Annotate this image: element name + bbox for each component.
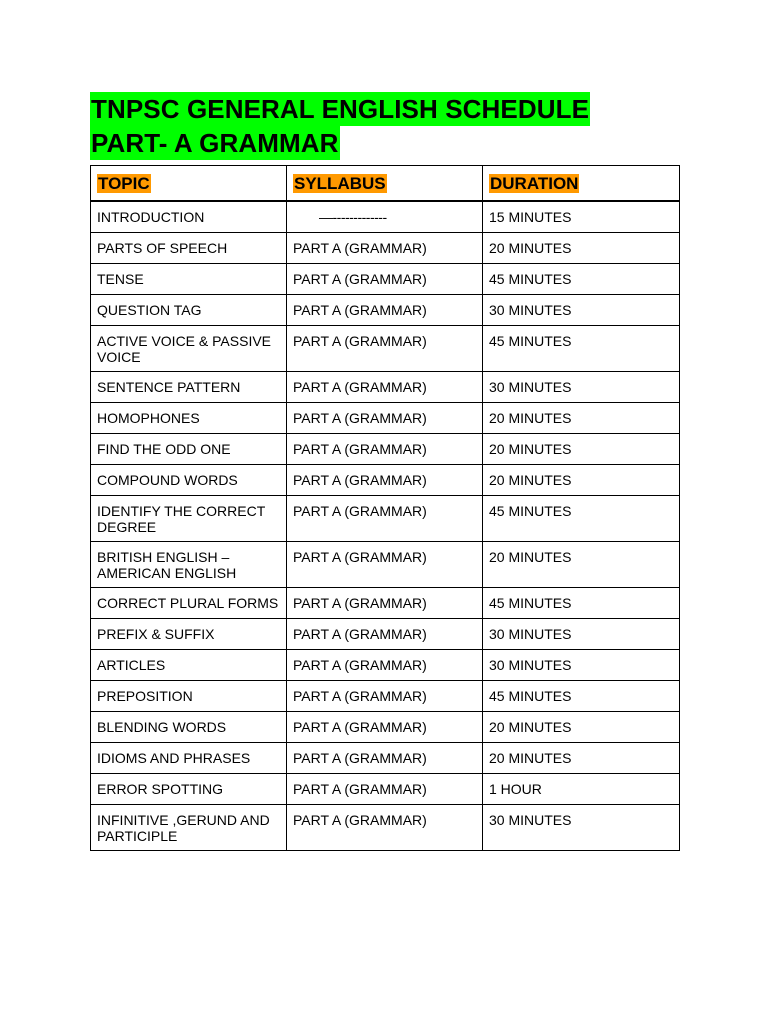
cell-topic: QUESTION TAG: [91, 295, 287, 326]
table-row: [91, 619, 680, 650]
cell-topic: BRITISH ENGLISH –AMERICAN ENGLISH: [91, 542, 287, 588]
table-row: [91, 805, 680, 851]
title-line-2: PART- A GRAMMAR: [91, 128, 339, 158]
cell-duration: 20 MINUTES: [483, 233, 680, 264]
table-header-row: [91, 166, 680, 202]
cell-syllabus: PART A (GRAMMAR): [287, 295, 483, 326]
cell-topic: PREFIX & SUFFIX: [91, 619, 287, 650]
cell-topic: IDIOMS AND PHRASES: [91, 743, 287, 774]
cell-duration: 45 MINUTES: [483, 326, 680, 372]
cell-duration: 30 MINUTES: [483, 805, 680, 851]
cell-syllabus: PART A (GRAMMAR): [287, 264, 483, 295]
header-syllabus-label: SYLLABUS: [294, 174, 386, 193]
table-row: [91, 496, 680, 542]
cell-syllabus: PART A (GRAMMAR): [287, 588, 483, 619]
cell-topic: PREPOSITION: [91, 681, 287, 712]
table-row: [91, 743, 680, 774]
cell-duration: 45 MINUTES: [483, 496, 680, 542]
cell-duration: 30 MINUTES: [483, 295, 680, 326]
header-syllabus: [287, 166, 483, 202]
cell-duration: 45 MINUTES: [483, 264, 680, 295]
cell-syllabus: PART A (GRAMMAR): [287, 681, 483, 712]
cell-syllabus: PART A (GRAMMAR): [287, 743, 483, 774]
cell-duration: 20 MINUTES: [483, 712, 680, 743]
table-row: [91, 434, 680, 465]
cell-topic: INTRODUCTION: [91, 201, 287, 233]
cell-topic: ACTIVE VOICE & PASSIVE VOICE: [91, 326, 287, 372]
cell-duration: 30 MINUTES: [483, 372, 680, 403]
table-row: [91, 588, 680, 619]
cell-syllabus: PART A (GRAMMAR): [287, 712, 483, 743]
table-row: [91, 465, 680, 496]
cell-topic: SENTENCE PATTERN: [91, 372, 287, 403]
schedule-table: [90, 165, 680, 851]
cell-duration: 1 HOUR: [483, 774, 680, 805]
cell-duration: 20 MINUTES: [483, 403, 680, 434]
cell-syllabus: PART A (GRAMMAR): [287, 326, 483, 372]
table-row: [91, 295, 680, 326]
cell-duration: 20 MINUTES: [483, 542, 680, 588]
cell-duration: 20 MINUTES: [483, 465, 680, 496]
cell-topic: IDENTIFY THE CORRECT DEGREE: [91, 496, 287, 542]
cell-syllabus: PART A (GRAMMAR): [287, 619, 483, 650]
table-row: [91, 372, 680, 403]
title-line-1: TNPSC GENERAL ENGLISH SCHEDULE: [91, 94, 590, 124]
cell-syllabus: PART A (GRAMMAR): [287, 372, 483, 403]
table-row: [91, 542, 680, 588]
table-row: [91, 403, 680, 434]
cell-topic: COMPOUND WORDS: [91, 465, 287, 496]
cell-topic: FIND THE ODD ONE: [91, 434, 287, 465]
cell-syllabus: PART A (GRAMMAR): [287, 403, 483, 434]
page-title: [90, 92, 590, 160]
table-row: [91, 774, 680, 805]
header-duration: [483, 166, 680, 202]
cell-syllabus: PART A (GRAMMAR): [287, 650, 483, 681]
cell-syllabus: PART A (GRAMMAR): [287, 496, 483, 542]
cell-duration: 45 MINUTES: [483, 681, 680, 712]
table-row: [91, 681, 680, 712]
cell-duration: 45 MINUTES: [483, 588, 680, 619]
cell-duration: 30 MINUTES: [483, 619, 680, 650]
cell-duration: 20 MINUTES: [483, 434, 680, 465]
cell-duration: 30 MINUTES: [483, 650, 680, 681]
table-row: [91, 233, 680, 264]
cell-duration: 15 MINUTES: [483, 201, 680, 233]
cell-topic: HOMOPHONES: [91, 403, 287, 434]
cell-duration: 20 MINUTES: [483, 743, 680, 774]
cell-topic: TENSE: [91, 264, 287, 295]
cell-topic: BLENDING WORDS: [91, 712, 287, 743]
cell-syllabus: PART A (GRAMMAR): [287, 465, 483, 496]
table-row: [91, 264, 680, 295]
header-duration-label: DURATION: [490, 174, 579, 193]
cell-topic: ARTICLES: [91, 650, 287, 681]
table-row: [91, 201, 680, 233]
cell-syllabus: PART A (GRAMMAR): [287, 774, 483, 805]
table-row: [91, 650, 680, 681]
header-topic-label: TOPIC: [98, 174, 150, 193]
cell-syllabus: PART A (GRAMMAR): [287, 233, 483, 264]
cell-topic: INFINITIVE ,GERUND AND PARTICIPLE: [91, 805, 287, 851]
cell-syllabus: PART A (GRAMMAR): [287, 434, 483, 465]
cell-syllabus: PART A (GRAMMAR): [287, 542, 483, 588]
table-row: [91, 326, 680, 372]
cell-topic: CORRECT PLURAL FORMS: [91, 588, 287, 619]
header-topic: [91, 166, 287, 202]
cell-topic: PARTS OF SPEECH: [91, 233, 287, 264]
table-row: [91, 712, 680, 743]
cell-syllabus: PART A (GRAMMAR): [287, 805, 483, 851]
cell-syllabus: —-------------: [287, 201, 483, 233]
cell-topic: ERROR SPOTTING: [91, 774, 287, 805]
